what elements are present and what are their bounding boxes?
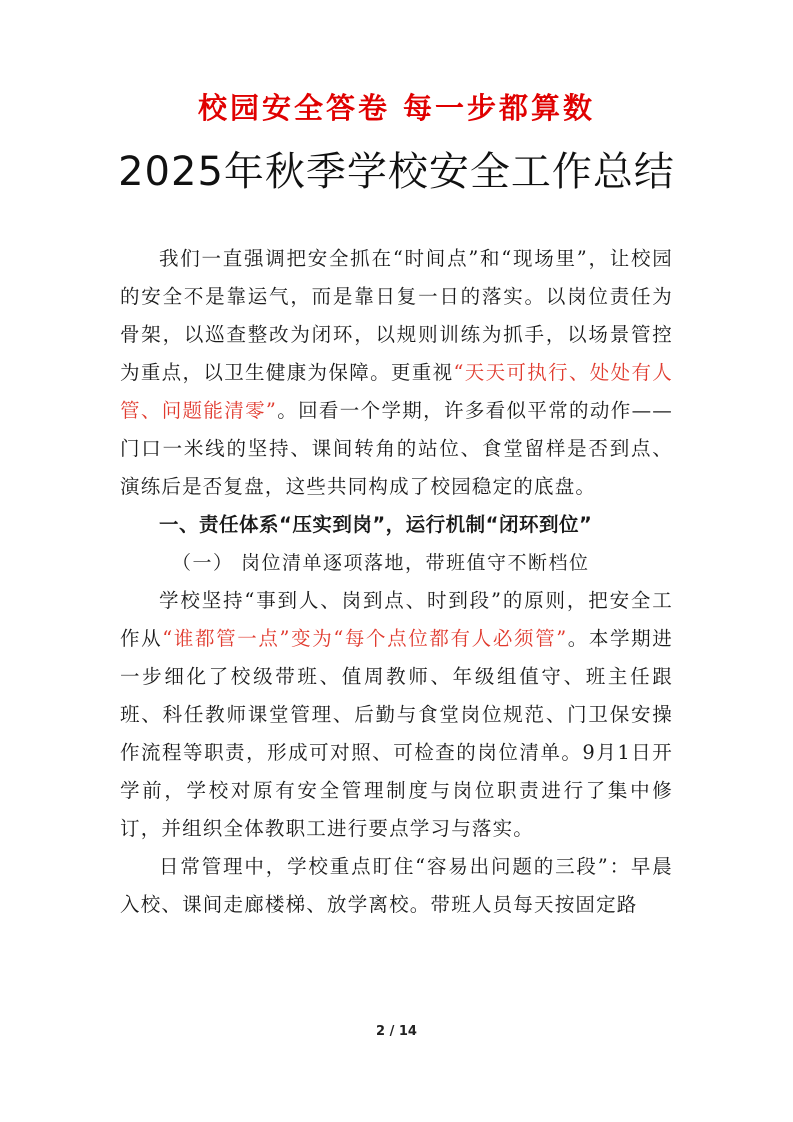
intro-text-2: 。回看一个学期，许多看似平常的动作——门口一米线的坚持、课间转角的站位、食堂留样是否到点、演练后是否复盘，这些共同构成了校园稳定的底盘。 bbox=[120, 399, 673, 498]
section-heading: 一、责任体系“压实到岗”，运行机制“闭环到位” bbox=[159, 513, 593, 536]
intro-paragraph bbox=[120, 240, 673, 506]
daily-management-paragraph: 日常管理中，学校重点盯住“容易出问题的三段”：早晨入校、课间走廊楼梯、放学离校。带班人员每天按固定路 bbox=[120, 855, 673, 916]
document-body bbox=[120, 240, 673, 924]
document-subtitle: 校园安全答卷 每一步都算数 bbox=[197, 91, 596, 125]
page-number: 2 / 14 bbox=[376, 1024, 417, 1039]
document-title: 2025年秋季学校安全工作总结 bbox=[118, 149, 675, 195]
subsection-heading: （一） 岗位清单逐项落地，带班值守不断档位 bbox=[172, 552, 590, 574]
resp-text-1: 学校坚持“事到人、岗到点、时到段”的原则，把安全工作从 bbox=[120, 589, 673, 650]
resp-highlight: “谁都管一点”变为“每个点位都有人必须管” bbox=[162, 627, 568, 650]
intro-text-1: 我们一直强调把安全抓在“时间点”和“现场里”，让校园的安全不是靠运气，而是靠日复一日的落实。以岗位责任为骨架，以巡查整改为闭环，以规则训练为抓手，以场景管控为重点，以卫生健康为保障。更重视 bbox=[120, 247, 673, 384]
intro-highlight: “天天可执行、处处有人管、问题能清零” bbox=[120, 361, 674, 422]
responsibility-paragraph bbox=[120, 582, 673, 848]
resp-text-2: 。本学期进一步细化了校级带班、值周教师、年级组值守、班主任跟班、科任教师课堂管理、后勤与食堂岗位规范、门卫保安操作流程等职责，形成可对照、可检查的岗位清单。9月1日开学前，学校对原有安全管理制度与岗位职责进行了集中修订，并组织全体教职工进行要点学习与落实。 bbox=[120, 627, 674, 840]
